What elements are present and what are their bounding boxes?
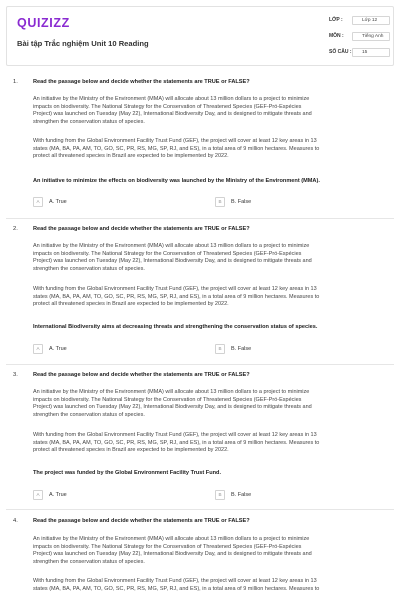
option-key-box: B — [215, 490, 225, 500]
option-b[interactable] — [215, 344, 275, 354]
option-key-box: A — [33, 490, 43, 500]
subject-label: MÔN : — [329, 33, 344, 39]
quizizz-logo: QUIZIZZ — [17, 16, 70, 30]
question-count-value: 15 — [352, 48, 390, 57]
class-label: LỚP : — [329, 17, 343, 23]
question-count-label: SỐ CÂU : — [329, 49, 352, 55]
option-label: A. True — [49, 346, 67, 352]
page-title: Bài tập Trắc nghiệm Unit 10 Reading — [17, 39, 149, 48]
option-a[interactable] — [33, 490, 93, 500]
option-label: A. True — [49, 492, 67, 498]
question-prompt: Read the passage below and decide whether the statements are TRUE or FALSE? — [33, 372, 250, 378]
question-statement: An initiative to minimize the effects on biodiversity was launched by the Ministry of the Environment (MMA). — [33, 178, 320, 184]
passage-paragraph-2: With funding from the Global Environment Facility Trust Fund (GEF), the project will cover at least 12 key areas in 13 states (MA, BA, PA, AM, TO, GO, SC, PR, RS, MG, SP, RJ, and ES), in a total area of 9 million hectares. Measures to protect all threatened species in Brazil are expected to be implemented by 2022. — [33, 138, 320, 160]
question-number: 3. — [13, 372, 18, 378]
passage-paragraph-1: An initiative by the Ministry of the Environment (MMA) will allocate about 13 million dollars to a project to minimize impacts on biodiversity. The National Strategy for the Conservation of Threatened Species (GEF-Pró-Espécies Project) was launched on Tuesday (May 22), International Biodiversity Day, and is designed to mitigate threats and strengthen the conservation status of species. — [33, 389, 312, 418]
option-a[interactable] — [33, 344, 93, 354]
class-value: Lớp 12 — [352, 16, 390, 25]
question-divider — [6, 218, 394, 219]
passage-paragraph-1: An initiative by the Ministry of the Environment (MMA) will allocate about 13 million dollars to a project to minimize impacts on biodiversity. The National Strategy for the Conservation of Threatened Species (GEF-Pró-Espécies Project) was launched on Tuesday (May 22), International Biodiversity Day, and is designed to mitigate threats and strengthen the conservation status of species. — [33, 96, 312, 125]
option-label: B. False — [231, 346, 252, 352]
worksheet-header — [6, 6, 394, 66]
option-b[interactable] — [215, 197, 275, 207]
question-divider — [6, 509, 394, 510]
question-statement: The project was funded by the Global Environment Facility Trust Fund. — [33, 470, 222, 476]
passage-paragraph-1: An initiative by the Ministry of the Environment (MMA) will allocate about 13 million dollars to a project to minimize impacts on biodiversity. The National Strategy for the Conservation of Threatened Species (GEF-Pró-Espécies Project) was launched on Tuesday (May 22), International Biodiversity Day, and is designed to mitigate threats and strengthen the conservation status of species. — [33, 536, 312, 565]
passage-paragraph-1: An initiative by the Ministry of the Environment (MMA) will allocate about 13 million dollars to a project to minimize impacts on biodiversity. The National Strategy for the Conservation of Threatened Species (GEF-Pró-Espécies Project) was launched on Tuesday (May 22), International Biodiversity Day, and is designed to mitigate threats and strengthen the conservation status of species. — [33, 243, 312, 272]
option-key-box: B — [215, 197, 225, 207]
option-label: A. True — [49, 199, 67, 205]
option-a[interactable] — [33, 197, 93, 207]
option-key-box: B — [215, 344, 225, 354]
option-label: B. False — [231, 492, 252, 498]
passage-paragraph-2: With funding from the Global Environment Facility Trust Fund (GEF), the project will cover at least 12 key areas in 13 states (MA, BA, PA, AM, TO, GO, SC, PR, RS, MG, SP, RJ, and ES), in a total area of 9 million hectares. Measures to — [33, 578, 320, 592]
question-number: 1. — [13, 79, 18, 85]
option-key-box: A — [33, 344, 43, 354]
option-label: B. False — [231, 199, 252, 205]
question-prompt: Read the passage below and decide whether the statements are TRUE or FALSE? — [33, 226, 250, 232]
question-statement: International Biodiversity aims at decreasing threats and strengthening the conservation status of species. — [33, 324, 318, 330]
subject-value: Tiếng Anh — [352, 32, 390, 41]
option-key-box: A — [33, 197, 43, 207]
question-number: 4. — [13, 518, 18, 524]
question-divider — [6, 364, 394, 365]
passage-paragraph-2: With funding from the Global Environment Facility Trust Fund (GEF), the project will cover at least 12 key areas in 13 states (MA, BA, PA, AM, TO, GO, SC, PR, RS, MG, SP, RJ, and ES), in a total area of 9 million hectares. Measures to protect all threatened species in Brazil are expected to be implemented by 2022. — [33, 286, 320, 308]
question-prompt: Read the passage below and decide whether the statements are TRUE or FALSE? — [33, 518, 250, 524]
option-b[interactable] — [215, 490, 275, 500]
passage-paragraph-2: With funding from the Global Environment Facility Trust Fund (GEF), the project will cover at least 12 key areas in 13 states (MA, BA, PA, AM, TO, GO, SC, PR, RS, MG, SP, RJ, and ES), in a total area of 9 million hectares. Measures to protect all threatened species in Brazil are expected to be implemented by 2022. — [33, 432, 320, 454]
question-prompt: Read the passage below and decide whether the statements are TRUE or FALSE? — [33, 79, 250, 85]
question-number: 2. — [13, 226, 18, 232]
